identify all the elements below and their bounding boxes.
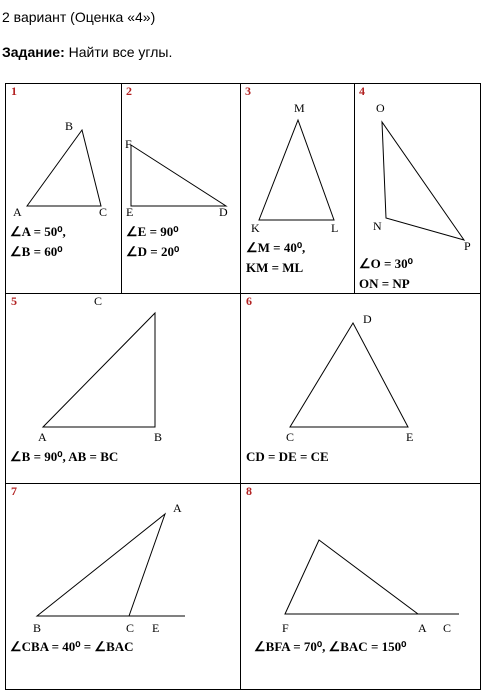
vertex-label-4-n: N <box>373 219 382 233</box>
triangle-5 <box>43 313 155 427</box>
vertex-label-4-p: P <box>464 239 471 253</box>
vertex-label-6-e: E <box>406 430 414 444</box>
triangle-2 <box>131 145 226 206</box>
triangle-3 <box>259 120 334 220</box>
vertex-label-3-k: K <box>251 221 260 235</box>
vertex-label-3-l: L <box>331 221 339 235</box>
vertex-label-7-b: B <box>33 621 42 635</box>
condition-4-line-2: ON = NP <box>359 276 410 291</box>
vertex-label-2-d: D <box>219 205 228 219</box>
vertex-label-8-f: F <box>282 621 289 635</box>
condition-1-line-1: ∠A = 50⁰, <box>10 224 66 239</box>
vertex-label-5-a: A <box>38 430 47 444</box>
cell-number-2: 2 <box>126 84 132 98</box>
condition-3-line-2: KM = ML <box>246 260 304 275</box>
vertex-label-5-b: B <box>154 430 163 444</box>
triangle-7 <box>37 514 165 616</box>
condition-6: CD = DE = CE <box>246 449 329 464</box>
vertex-label-4-o: O <box>376 101 385 115</box>
vertex-label-1-a: A <box>13 205 22 219</box>
triangle-6 <box>290 323 408 427</box>
condition-2-line-1: ∠E = 90⁰ <box>126 224 179 239</box>
vertex-label-3-m: M <box>294 101 305 115</box>
vertex-label-2-f: F <box>125 137 132 151</box>
variant-title: 2 вариант (Оценка «4») <box>2 9 156 25</box>
cell-number-8: 8 <box>246 484 252 498</box>
condition-4-line-1: ∠O = 30⁰ <box>359 256 413 271</box>
vertex-label-6-d: D <box>363 312 372 326</box>
triangle-1 <box>27 130 101 206</box>
task-text: Найти все углы. <box>68 44 173 60</box>
cell-number-1: 1 <box>11 84 17 98</box>
vertex-label-7-e: E <box>152 621 160 635</box>
condition-7: ∠CBA = 40⁰ = ∠BAC <box>10 639 134 654</box>
vertex-label-8-a: A <box>418 621 427 635</box>
vertex-label-1-b: B <box>65 119 74 133</box>
condition-8: ∠BFA = 70⁰, ∠BAC = 150⁰ <box>254 639 407 654</box>
condition-3-line-1: ∠M = 40⁰, <box>246 240 306 255</box>
cell-number-5: 5 <box>11 294 17 308</box>
condition-2-line-2: ∠D = 20⁰ <box>126 244 180 259</box>
vertex-label-1-c: C <box>99 205 108 219</box>
triangle-4 <box>382 122 464 240</box>
condition-1-line-2: ∠B = 60⁰ <box>10 244 63 259</box>
cell-number-6: 6 <box>246 294 252 308</box>
vertex-label-5-c: C <box>94 294 103 308</box>
condition-5: ∠B = 90⁰, AB = BC <box>10 449 119 464</box>
vertex-label-7-a: A <box>173 501 182 515</box>
cell-number-4: 4 <box>359 84 365 98</box>
vertex-label-6-c: C <box>286 430 295 444</box>
vertex-label-8-c: C <box>443 621 452 635</box>
task-label: Задание: <box>2 44 65 60</box>
vertex-label-2-e: E <box>126 205 134 219</box>
cell-number-7: 7 <box>11 484 17 498</box>
triangle-8 <box>285 540 418 614</box>
vertex-label-7-c: C <box>126 621 135 635</box>
cell-number-3: 3 <box>245 84 251 98</box>
grid-border <box>6 84 481 690</box>
